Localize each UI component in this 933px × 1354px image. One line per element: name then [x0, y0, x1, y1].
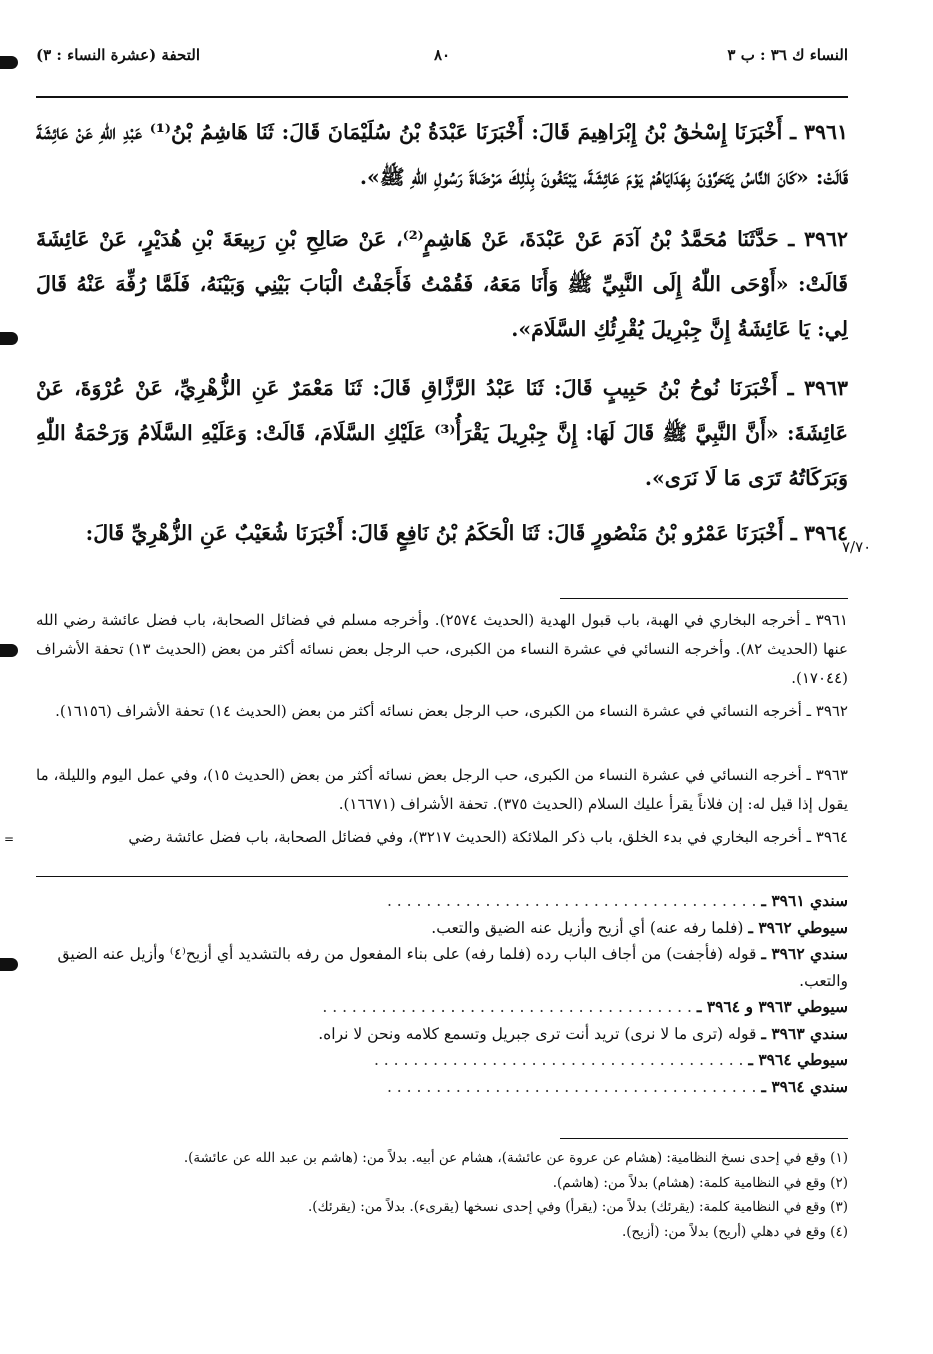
reference-3964: ٣٩٦٤ ـ أخرجه البخاري في بدء الخلق، باب ذكر الملائكة (الحديث ٣٢١٧)، وفي فضائل الصحابة، باب فضل عائشة رضي	[128, 828, 848, 846]
commentary-line: سندي ٣٩٦١ ـ . . . . . . . . . . . . . . . . . . . . . . . . . . . . . . . . . . . . . .	[386, 891, 848, 910]
footnotes	[36, 1146, 848, 1244]
hadith-3962: ٣٩٦٢ ـ حَدَّثَنَا مُحَمَّدُ بْنُ آدَمَ عَنْ عَبْدَةَ، عَنْ هَاشِمٍ⁽²⁾، عَنْ صَالِحِ بْنِ رَبِيعَةَ بْنِ هُدَيْرٍ، عَنْ عَائِشَةَ قَالَتْ: «أَوْحَى اللّٰهُ إِلَى النَّبِيِّ ﷺ وَأَنَا مَعَهُ، فَقُمْتُ فَأَجَفْتُ الْبَابَ بَيْنِي وَبَيْنَهُ، فَلَمَّا رُفِّهَ عَنْهُ قَالَ لِي: يَا عَائِشَةُ إِنَّ جِبْرِيلَ يُقْرِئُكِ السَّلَامَ».	[36, 227, 848, 341]
running-header	[36, 46, 848, 72]
hadith-3964: ٣٩٦٤ ـ أَخْبَرَنَا عَمْرُو بْنُ مَنْصُورٍ قَالَ: ثَنَا الْحَكَمُ بْنُ نَافِعٍ قَالَ: أَخْبَرَنَا شُعَيْبٌ عَنِ الزُّهْرِيِّ قَالَ:	[85, 521, 848, 545]
commentary-line: سندي ٣٩٦٤ ـ . . . . . . . . . . . . . . . . . . . . . . . . . . . . . . . . . . . . . .	[386, 1076, 848, 1096]
reference-3963: ٣٩٦٣ ـ أخرجه النسائي في عشرة النساء من الكبرى، حب الرجل بعض نسائه أكثر من بعض (الحديث ١٥)، وفي عمل اليوم والليلة، ما يقول إذا قيل له: إن فلاناً يقرأ عليك السلام (الحديث ٣٧٥). تحفة الأشراف (١٦٦٧١).	[36, 766, 848, 813]
binding-mark: =	[4, 832, 15, 846]
binding-mark	[0, 958, 18, 971]
hadith-text	[36, 110, 848, 556]
commentary-line: سيوطي ٣٩٦٢ ـ (فلما رفه عنه) أي أزيح وأزيل عنه الضيق والتعب.	[431, 917, 848, 937]
footnote-4: (٤) وقع في دهلي (أريح) بدلاً من: (أزيح).	[621, 1223, 848, 1240]
reference-3962: ٣٩٦٢ ـ أخرجه النسائي في عشرة النساء من الكبرى، حب الرجل بعض نسائه أكثر من بعض (الحديث ١٤) تحفة الأشراف (١٦١٥٦).	[55, 702, 848, 720]
page-number: ٨٠	[433, 46, 451, 64]
commentary-line: سندي ٣٩٦٣ ـ قوله (ترى ما لا نرى) تريد أنت ترى جبريل وتسمع كلامه ونحن لا نراه.	[318, 1023, 848, 1043]
commentary-line: سندي ٣٩٦٢ ـ قوله (فأجفت) من أجاف الباب رده (فلما رفه) على بناء المفعول من رفه بالتشديد أي أزيح⁽٤⁾ وأزيل عنه الضيق والتعب.	[57, 944, 848, 990]
footnote-2: (٢) وقع في النظامية كلمة: (هشام) بدلاً من: (هاشم).	[552, 1174, 848, 1191]
header-book-ref: النساء ك ٣٦ : ب ٣	[727, 46, 848, 64]
margin-volume-number: ٧/٧٠	[842, 538, 872, 556]
binding-mark	[0, 56, 18, 69]
hadith-3961: ٣٩٦١ ـ أَخْبَرَنَا إِسْحٰقُ بْنُ إِبْرَاهِيمَ قَالَ: أَخْبَرَنَا عَبْدَةُ بْنُ سُلَيْمَانَ قَالَ: ثَنَا هَاشِمُ بْنُ⁽¹⁾ عَبْدِ اللّٰهِ عَنْ عَائِشَةَ قَالَتْ: «كَانَ النَّاسُ يَتَحَرَّوْنَ بِهَدَايَاهُمْ يَوْمَ عَائِشَةَ، يَبْتَغُونَ بِذٰلِكَ مَرْضَاةَ رَسُولِ اللّٰهِ ﷺ».	[36, 120, 848, 189]
footnote-3: (٣) وقع في النظامية كلمة: (يقرئك) بدلاً من: (يقرأ) وفي إحدى نسخها (يقرىء). بدلاً من: (يقرئك).	[307, 1199, 848, 1215]
commentary-rule	[36, 876, 848, 877]
reference-3961: ٣٩٦١ ـ أخرجه البخاري في الهبة، باب قبول الهدية (الحديث ٢٥٧٤). وأخرجه مسلم في فضائل الصحابة، باب فضل عائشة رضي الله عنها (الحديث ٨٢). وأخرجه النسائي في عشرة النساء من الكبرى، حب الرجل بعض نسائه أكثر من بعض (الحديث ١٣) تحفة الأشراف (١٧٠٤٤).	[36, 611, 848, 687]
references-rule	[560, 598, 848, 599]
commentary-line: سيوطي ٣٩٦٤ ـ . . . . . . . . . . . . . . . . . . . . . . . . . . . . . . . . . . . . . .	[373, 1050, 848, 1069]
hadith-3963: ٣٩٦٣ ـ أَخْبَرَنَا نُوحُ بْنُ حَبِيبٍ قَالَ: ثَنَا عَبْدُ الرَّزَّاقِ قَالَ: ثَنَا مَعْمَرٌ عَنِ الزُّهْرِيِّ، عَنْ عُرْوَةَ، عَنْ عَائِشَةَ: «أَنَّ النَّبِيَّ ﷺ قَالَ لَهَا: إِنَّ جِبْرِيلَ يَقْرَأُ⁽³⁾ عَلَيْكِ السَّلَامَ، قَالَتْ: وَعَلَيْهِ السَّلَامُ وَرَحْمَةُ اللّٰهِ وَبَرَكَاتُهُ تَرَى مَا لَا نَرَى».	[36, 376, 848, 490]
footnote-1: (١) وقع في إحدى نسخ النظامية: (هشام عن عروة عن عائشة)، هشام عن أبيه. بدلاً من: (هاشم بن عبد الله عن عائشة).	[183, 1150, 848, 1166]
binding-mark	[0, 332, 18, 345]
header-section-ref: التحفة (عشرة النساء : ٣)	[36, 46, 201, 64]
commentary	[36, 888, 848, 1100]
takhrij-references	[36, 606, 848, 852]
binding-mark	[0, 644, 18, 657]
footnotes-rule	[560, 1138, 848, 1139]
commentary-line: سيوطي ٣٩٦٣ و ٣٩٦٤ ـ . . . . . . . . . . . . . . . . . . . . . . . . . . . . . . . . . . . . . .	[322, 997, 848, 1016]
header-rule	[36, 96, 848, 98]
